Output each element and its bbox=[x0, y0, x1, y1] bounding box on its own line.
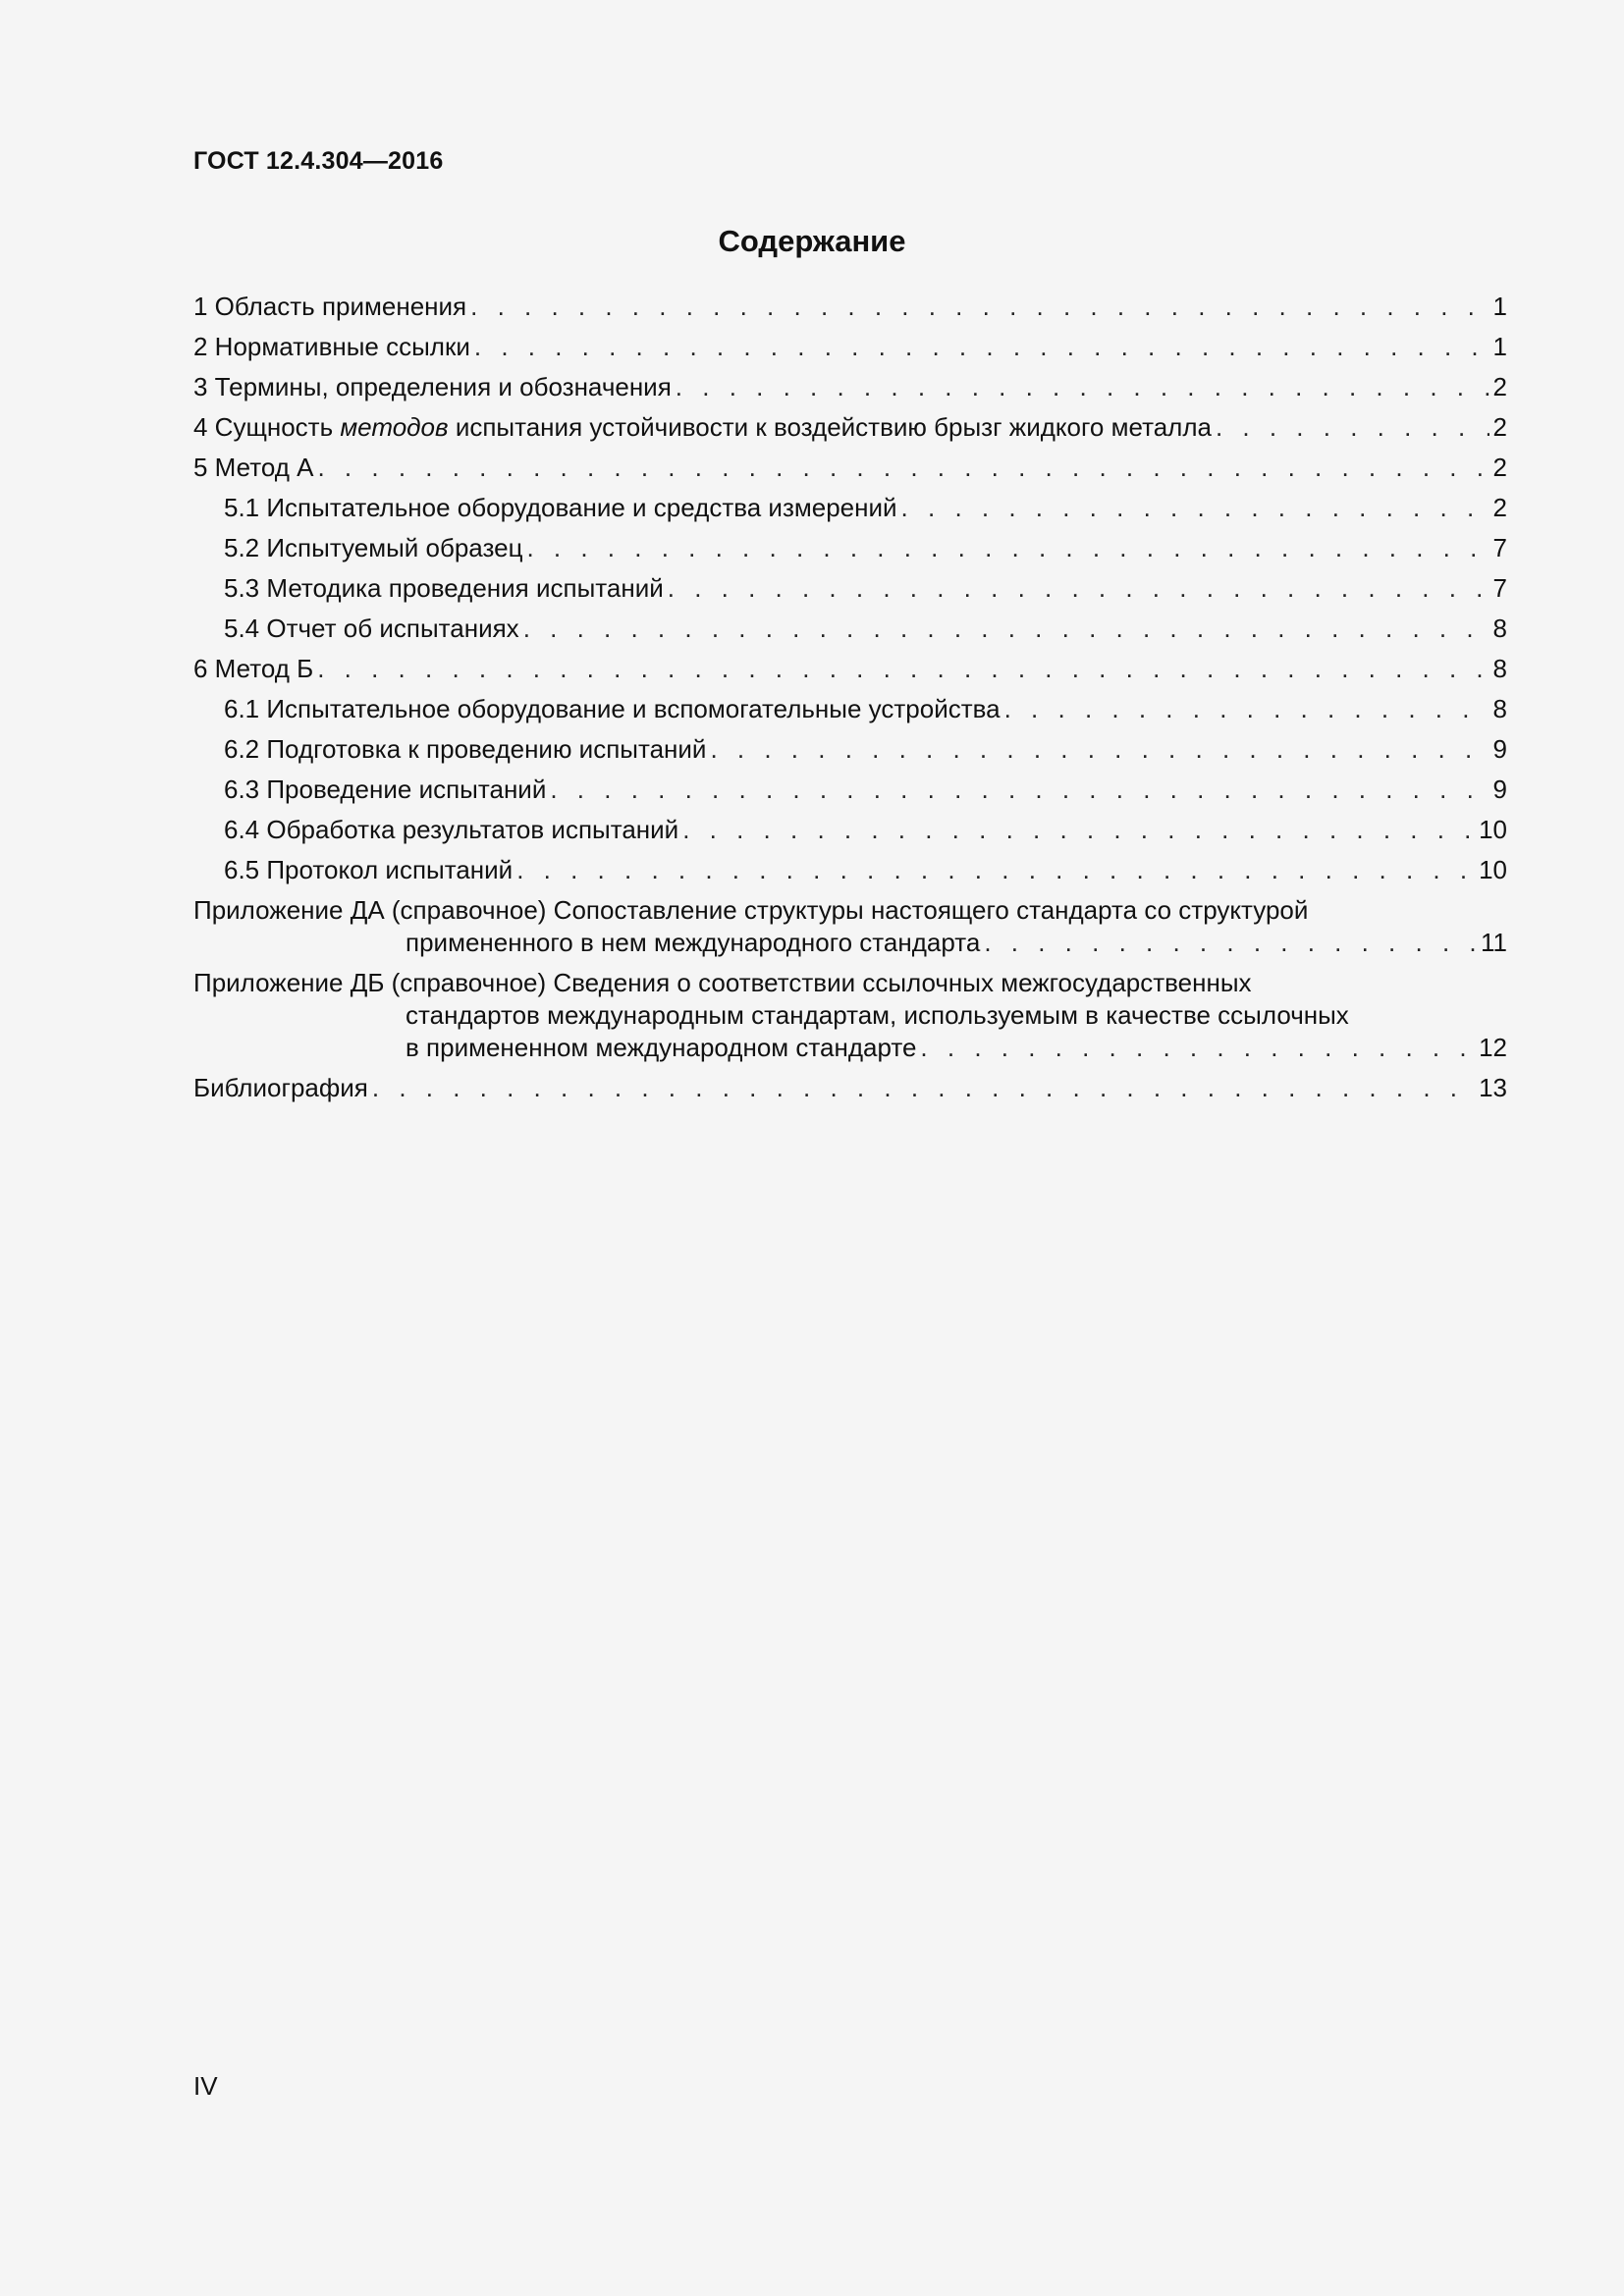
toc-leader-dots bbox=[550, 774, 1489, 806]
toc-page-number: 1 bbox=[1492, 332, 1507, 361]
toc-annex-title: Приложение ДБ (справочное) Сведения о соответствии ссылочных межгосударственных bbox=[193, 968, 1252, 997]
toc-page-number: 10 bbox=[1479, 855, 1507, 884]
toc-entry-label: Библиография bbox=[193, 1073, 368, 1102]
toc-entry-label: 6.4 Обработка результатов испытаний bbox=[224, 815, 679, 844]
toc-entry-label bbox=[193, 411, 1212, 444]
toc-leader-dots bbox=[474, 331, 1489, 363]
toc-entry-6[interactable] bbox=[193, 653, 1507, 693]
toc-entry-bibliography[interactable] bbox=[193, 1072, 1507, 1112]
toc-entry-6-1[interactable] bbox=[193, 693, 1507, 733]
toc-leader-dots bbox=[372, 1072, 1475, 1104]
toc-page-number: 2 bbox=[1492, 372, 1507, 401]
toc-leader-dots bbox=[470, 291, 1489, 323]
toc-page-number: 8 bbox=[1492, 614, 1507, 643]
toc-leader-dots bbox=[920, 1032, 1475, 1064]
toc-entry-label: 5 Метод А bbox=[193, 453, 314, 482]
toc-page-number: 7 bbox=[1492, 533, 1507, 562]
toc-entry-label: 5.1 Испытательное оборудование и средства измерений bbox=[224, 493, 897, 522]
toc-page-number: 2 bbox=[1492, 412, 1507, 442]
toc-page-number: 8 bbox=[1492, 654, 1507, 683]
toc-entry-label: 5.3 Методика проведения испытаний bbox=[224, 573, 664, 603]
toc-leader-dots bbox=[317, 452, 1489, 484]
toc-entry-1[interactable] bbox=[193, 291, 1507, 331]
toc-page-number: 9 bbox=[1492, 774, 1507, 804]
toc-leader-dots bbox=[676, 371, 1489, 403]
toc-leader-dots bbox=[668, 572, 1489, 605]
toc-entry-label: 6.5 Протокол испытаний bbox=[224, 855, 514, 884]
toc-entry-5-2[interactable] bbox=[193, 532, 1507, 572]
document-code: ГОСТ 12.4.304—2016 bbox=[193, 147, 444, 175]
toc-page-number: 11 bbox=[1481, 928, 1507, 957]
toc-entry-5-4[interactable] bbox=[193, 613, 1507, 653]
toc-entry-6-2[interactable] bbox=[193, 733, 1507, 774]
toc-entry-label: в примененном международном стандарте bbox=[406, 1033, 917, 1062]
table-of-contents bbox=[193, 291, 1507, 1112]
toc-entry-6-5[interactable] bbox=[193, 854, 1507, 894]
toc-page-number: 13 bbox=[1479, 1073, 1507, 1102]
toc-label-part: 4 Сущность bbox=[193, 412, 341, 442]
toc-entry-label: 5.2 Испытуемый образец bbox=[224, 533, 523, 562]
toc-leader-dots bbox=[710, 733, 1489, 766]
toc-entry-annex-db[interactable] bbox=[193, 967, 1507, 1072]
toc-entry-label: 2 Нормативные ссылки bbox=[193, 332, 470, 361]
toc-entry-label: 6 Метод Б bbox=[193, 654, 314, 683]
toc-entry-3[interactable] bbox=[193, 371, 1507, 411]
toc-entry-5-3[interactable] bbox=[193, 572, 1507, 613]
toc-entry-label: 6.3 Проведение испытаний bbox=[224, 774, 547, 804]
toc-leader-dots bbox=[1004, 693, 1489, 725]
toc-annex-title: Приложение ДА (справочное) Сопоставление структуры настоящего стандарта со структурой bbox=[193, 895, 1309, 925]
toc-entry-label: 3 Термины, определения и обозначения bbox=[193, 372, 672, 401]
toc-annex-title-cont: стандартов международным стандартам, используемым в качестве ссылочных bbox=[406, 1000, 1349, 1030]
toc-page-number: 1 bbox=[1492, 292, 1507, 321]
toc-entry-annex-da[interactable] bbox=[193, 894, 1507, 967]
toc-entry-6-3[interactable] bbox=[193, 774, 1507, 814]
toc-entry-label: примененного в нем международного стандарта bbox=[406, 928, 981, 957]
toc-leader-dots bbox=[526, 532, 1489, 564]
toc-page-number: 12 bbox=[1479, 1033, 1507, 1062]
toc-page-number: 9 bbox=[1492, 734, 1507, 764]
toc-entry-2[interactable] bbox=[193, 331, 1507, 371]
toc-entry-label: 6.2 Подготовка к проведению испытаний bbox=[224, 734, 707, 764]
toc-entry-label: 6.1 Испытательное оборудование и вспомогательные устройства bbox=[224, 694, 1001, 723]
toc-entry-label: 1 Область применения bbox=[193, 292, 467, 321]
toc-entry-6-4[interactable] bbox=[193, 814, 1507, 854]
toc-leader-dots bbox=[984, 927, 1477, 959]
toc-page-number: 7 bbox=[1492, 573, 1507, 603]
toc-page-number: 2 bbox=[1492, 453, 1507, 482]
toc-entry-5-1[interactable] bbox=[193, 492, 1507, 532]
page-number: IV bbox=[193, 2071, 218, 2101]
toc-entry-5[interactable] bbox=[193, 452, 1507, 492]
toc-label-part: испытания устойчивости к воздействию брызг жидкого металла bbox=[448, 412, 1212, 442]
toc-page-number: 10 bbox=[1479, 815, 1507, 844]
toc-leader-dots bbox=[1216, 411, 1489, 444]
toc-page-number: 2 bbox=[1492, 493, 1507, 522]
toc-label-italic: методов bbox=[340, 412, 449, 442]
page-title: Содержание bbox=[718, 224, 906, 258]
toc-entry-label: 5.4 Отчет об испытаниях bbox=[224, 614, 519, 643]
toc-leader-dots bbox=[317, 653, 1489, 685]
toc-entry-4[interactable] bbox=[193, 411, 1507, 452]
toc-page-number: 8 bbox=[1492, 694, 1507, 723]
toc-leader-dots bbox=[516, 854, 1475, 886]
toc-leader-dots bbox=[901, 492, 1489, 524]
toc-leader-dots bbox=[523, 613, 1489, 645]
toc-leader-dots bbox=[682, 814, 1475, 846]
